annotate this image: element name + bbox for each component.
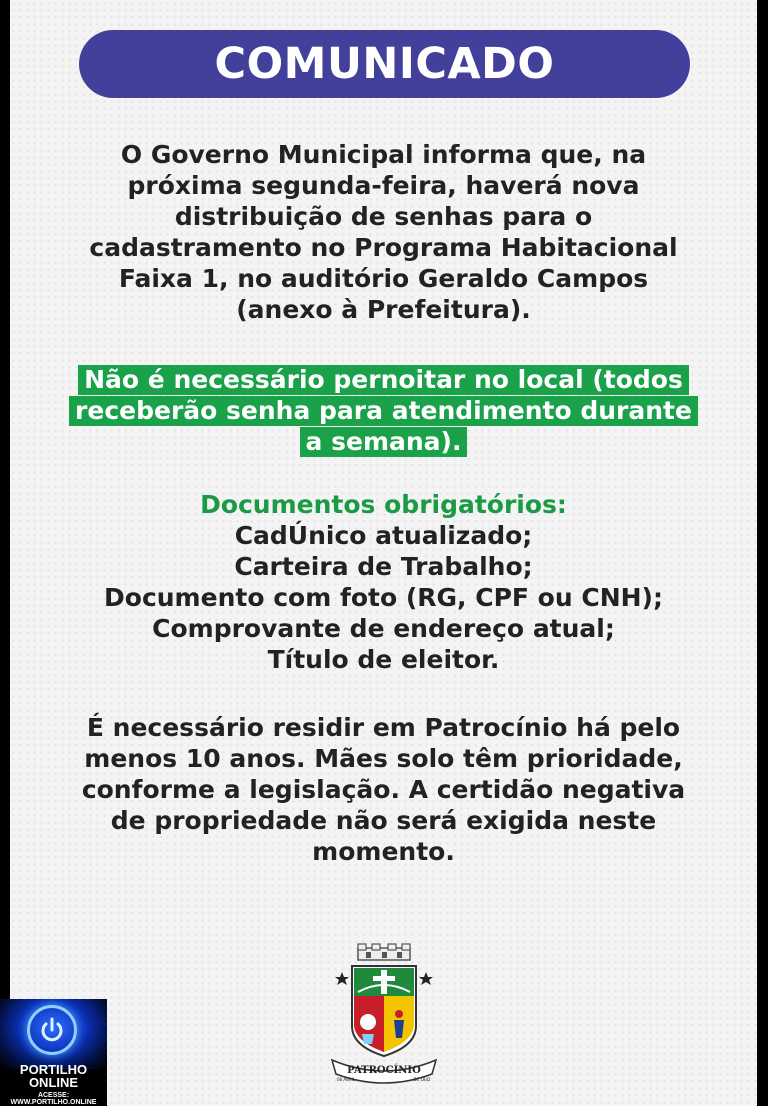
document-item: CadÚnico atualizado;: [234, 521, 533, 550]
intro-line: (anexo à Prefeitura).: [236, 295, 531, 324]
notice-highlight: [30, 364, 737, 457]
notice-line: Não é necessário pernoitar no local (todos: [78, 365, 689, 395]
crest-left-text: 08 ABRIL: [336, 1077, 356, 1082]
notice-line: a semana).: [300, 427, 468, 457]
title-banner: [79, 30, 690, 98]
intro-line: Faixa 1, no auditório Geraldo Campos: [118, 264, 649, 293]
intro-line: próxima segunda-feira, haverá nova: [127, 171, 640, 200]
documents-heading: Documentos obrigatórios:: [200, 490, 567, 519]
document-item: Documento com foto (RG, CPF ou CNH);: [104, 583, 663, 612]
intro-line: cadastramento no Programa Habitacional: [89, 233, 678, 262]
intro-line: O Governo Municipal informa que, na: [120, 140, 647, 169]
intro-line: distribuição de senhas para o: [174, 202, 593, 231]
watermark-url: ACESSE: WWW.PORTILHO.ONLINE: [10, 1092, 97, 1106]
outro-line: momento.: [312, 837, 455, 866]
announcement-card: [10, 0, 757, 1106]
intro-paragraph: [30, 139, 737, 325]
crest-right-text: DE 1842: [413, 1077, 431, 1082]
page-title: COMUNICADO: [214, 39, 555, 89]
required-documents: [30, 489, 737, 675]
watermark-name: PORTILHO ONLINE: [19, 1062, 88, 1090]
outro-line: de propriedade não será exigida neste: [110, 806, 657, 835]
document-item: Comprovante de endereço atual;: [152, 614, 615, 643]
closing-paragraph: [30, 712, 737, 867]
document-item: Título de eleitor.: [267, 645, 500, 674]
document-item: Carteira de Trabalho;: [234, 552, 533, 581]
outro-line: É necessário residir em Patrocínio há pelo: [86, 713, 681, 742]
portilho-online-watermark: [0, 999, 107, 1106]
outro-line: menos 10 anos. Mães solo têm prioridade,: [84, 744, 683, 773]
outro-line: conforme a legislação. A certidão negativa: [81, 775, 686, 804]
power-icon: [27, 1005, 77, 1055]
notice-line: receberão senha para atendimento durante: [69, 396, 698, 426]
crest-banner-text: PATROCÍNIO: [347, 1065, 421, 1076]
patrocinio-coat-of-arms-icon: [328, 942, 440, 1084]
